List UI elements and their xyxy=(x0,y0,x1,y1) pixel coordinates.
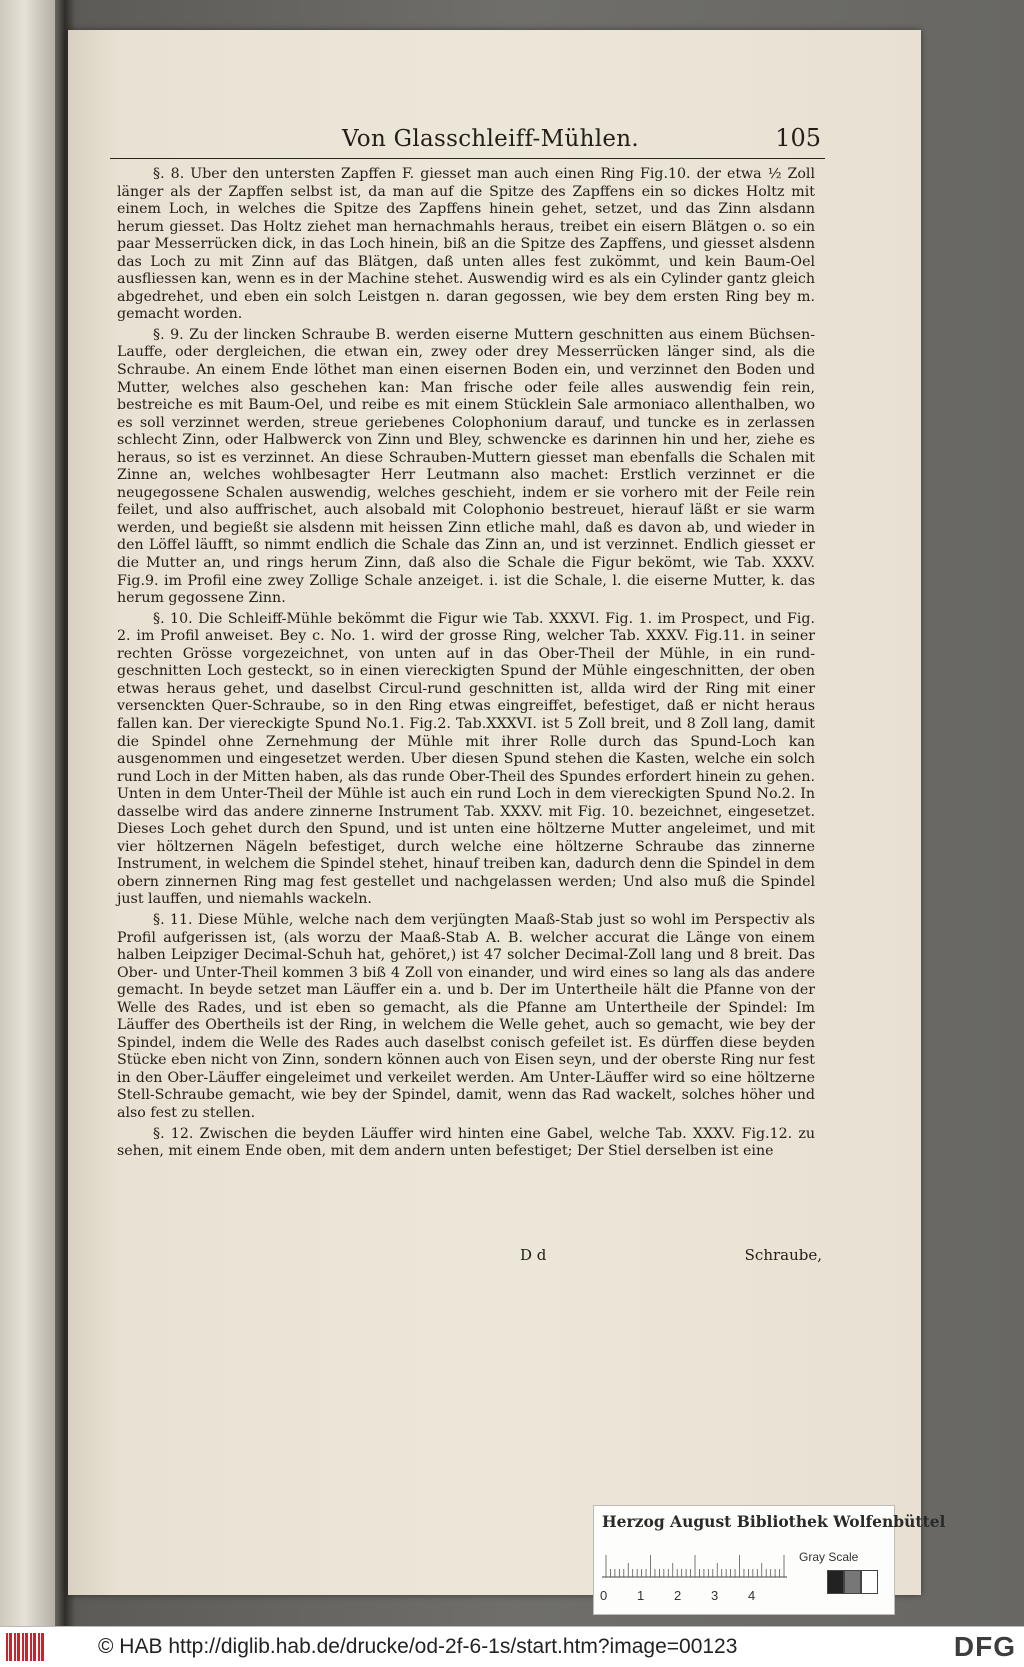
swatch-white xyxy=(861,1570,878,1594)
dfg-logo: DFG xyxy=(953,1631,1016,1662)
barcode-icon xyxy=(6,1633,44,1661)
paragraph-8: §. 8. Uber den untersten Zapffen F. giesset man auch einen Ring Fig.10. der etwa ½ Zoll länger als der Zapffen selbst ist, da man auf die Spitze des Zapffens ein so dickes Holtz mit einem Loch, in welches die Spitze des Zapffens hinein gehet, setzet, und das Zinn alsdann herum giesset. Das Holtz ziehet man hernachmahls heraus, treibet ein eisern Blätgen o. so ein paar Messerrücken dick, in das Loch hinein, biß an die Spitze des Zapffens, und giesset alsdenn das Loch zu mit Zinn auf das Blätgen, daß unten alles fest zukömmt, und kein Baum-Oel ausfliessen kan, wenn es in der Machine stehet. Auswendig wird es als ein Cylinder gantz gleich abgedrehet, und eben ein solch Leistgen n. daran gegossen, wie bey dem ersten Ring bey m. gemacht worden. xyxy=(117,166,815,323)
scale-number: 0 xyxy=(600,1588,608,1603)
gray-swatches xyxy=(827,1570,878,1594)
signature-mark: D d xyxy=(520,1246,547,1264)
paragraph-10: §. 10. Die Schleiff-Mühle bekömmt die Figur wie Tab. XXXVI. Fig. 1. im Prospect, und Fig. 2. im Profil anweiset. Bey c. No. 1. wird der grosse Ring, welcher Tab. XXXV. Fig.11. in seiner rechten Grösse vorgezeichnet, von unten auf in das Ober-Theil der Mühle, in ein rund-geschnitten Loch gesteckt, so in einen viereckigten Spund der Mühle eingeschnitten, der oben etwas heraus gehet, und daselbst Circul-rund geschnitten ist, allda wird der Ring mit einer versenckten Quer-Schraube, so in den Ring etwas eingreiffet, befestiget, daß er nicht heraus fallen kan. Der viereckigte Spund No.1. Fig.2. Tab.XXXVI. ist 5 Zoll breit, und 8 Zoll lang, damit die Spindel ohne Zernehmung der Mühle mit ihrer Rolle durch das Spund-Loch kan ausgenommen und eingesetzet werden. Uber diesen Spund stehen die Kasten, welche ein solch rund Loch in der Mitten haben, als das runde Ober-Theil des Spundes erfordert hinein zu gehen. Unten in dem Unter-Theil der Mühle ist auch ein rund Loch in dem viereckigten Spund No.2. In dasselbe wird das andere zinnerne Instrument Tab. XXXV. mit Fig. 10. bezeichnet, eingesetzet. Dieses Loch gehet durch den Spund, und ist unten eine höltzerne Mutter angeleimet, und mit vier höltzernen Nägeln befestiget, durch welche eine höltzerne Schraube das zinnerne Instrument, in welchem die Spindel stehet, hinauf treiben kan, dadurch denn die Spindel in dem obern zinnernen Ring mag fest gestellet und nachgelassen werden; Und also muß die Spindel just lauffen, und niemahls wackeln. xyxy=(117,610,815,908)
source-credit-link[interactable]: © HAB http://diglib.hab.de/drucke/od-2f-6-1s/start.htm?image=00123 xyxy=(98,1635,738,1658)
ruler-scale xyxy=(602,1543,792,1579)
catchword: Schraube, xyxy=(744,1246,822,1264)
swatch-black xyxy=(827,1570,844,1594)
scale-number: 3 xyxy=(711,1588,719,1603)
gray-scale-label: Gray Scale xyxy=(799,1550,859,1564)
page-number: 105 xyxy=(775,124,821,152)
scale-number: 4 xyxy=(748,1588,756,1603)
paragraph-12: §. 12. Zwischen die beyden Läuffer wird hinten eine Gabel, welche Tab. XXXV. Fig.12. zu sehen, mit einem Ende oben, mit dem andern unten befestiget; Der Stiel derselben ist eine xyxy=(117,1125,815,1160)
page-footer-line xyxy=(110,1246,822,1266)
library-name: Herzog August Bibliothek Wolfenbüttel xyxy=(602,1512,946,1531)
page-header xyxy=(110,108,825,159)
previous-page-edge xyxy=(0,0,62,1626)
body-text xyxy=(117,166,815,1164)
viewer-bottom-bar xyxy=(0,1626,1024,1667)
library-scale-label xyxy=(593,1505,946,1615)
paragraph-9: §. 9. Zu der lincken Schraube B. werden eiserne Muttern geschnitten aus einem Büchsen-Lauffe, oder dergleichen, die etwan ein, zwey oder drey Messerrücken länger sind, als die Schraube. An einem Ende löthet man einen eisernen Boden ein, und verzinnet den Boden und Mutter, welches also geschehen kan: Man frische oder feile alles auswendig fein rein, bestreiche es mit Baum-Oel, und reibe es mit einem Stücklein Sale armoniaco allenthalben, wo es soll verzinnet werden, streue geriebenes Colophonium darauf, und tuncke es in zerlassen schlecht Zinn, oder Halbwerck von Zinn und Bley, schwencke es darinnen hin und her, ziehe es heraus, so ist es verzinnet. An diese Schrauben-Muttern giesset man ebenfalls die Schalen mit Zinne an, welches wohlbesagter Herr Leutmann also machet: Erstlich verzinnet er die neugegossene Schalen auswendig, welches geschieht, indem er sie vorhero mit der Feile rein feilet, und also auffrischet, auch alsobald mit Colophonio bestreuet, hierauf läßt er sie warm werden, und begießt sie alsdenn mit heissen Zinn etliche mahl, daß es davon ab, und wieder in den Löffel läufft, so nimmt endlich die Schale das Zinn an, und ist verzinnet. Endlich giesset er die Mutter an, und rings herum Zinn, daß also die Schale die Figur bekömt, wie Tab. XXXV. Fig.9. im Profil eine zwey Zollige Schale anzeiget. i. ist die Schale, l. die eiserne Mutter, k. das herum gegossene Zinn. xyxy=(117,326,815,607)
swatch-gray xyxy=(844,1570,861,1594)
paragraph-11: §. 11. Diese Mühle, welche nach dem verjüngten Maaß-Stab just so wohl im Perspectiv als Profil aufgerissen ist, (als worzu der Maaß-Stab A. B. welcher accurat die Länge von einem halben Leipziger Decimal-Schuh hat, gehöret,) ist 47 solcher Decimal-Zoll lang und 8 breit. Das Ober- und Unter-Theil kommen 3 biß 4 Zoll von einander, und wird eines so lang als das andere gemacht. In beyde setzet man Läuffer ein a. und b. Der im Untertheile hält die Pfanne von der Welle des Rades, und ist eben so gemacht, als die Pfanne am Untertheile der Spindel: Im Läuffer des Obertheils ist der Ring, in welchem die Welle gehet, auch so gemacht, wie bey der Spindel, indem die Welle des Rades auch daselbst conisch gefeilet ist. Es dürffen diese beyden Stücke eben nicht von Zinn, sondern können auch von Eisen seyn, und der oberste Ring nur fest in den Ober-Läuffer eingeleimet und verkeilet werden. Am Unter-Läuffer wird so eine höltzerne Stell-Schraube gemacht, wie bey der Spindel, damit, wenn das Rad wackelt, solches höher und also fest zu stellen. xyxy=(117,911,815,1121)
scale-number: 1 xyxy=(637,1588,645,1603)
running-title: Von Glasschleiff-Mühlen. xyxy=(342,126,639,152)
scale-number: 2 xyxy=(674,1588,682,1603)
